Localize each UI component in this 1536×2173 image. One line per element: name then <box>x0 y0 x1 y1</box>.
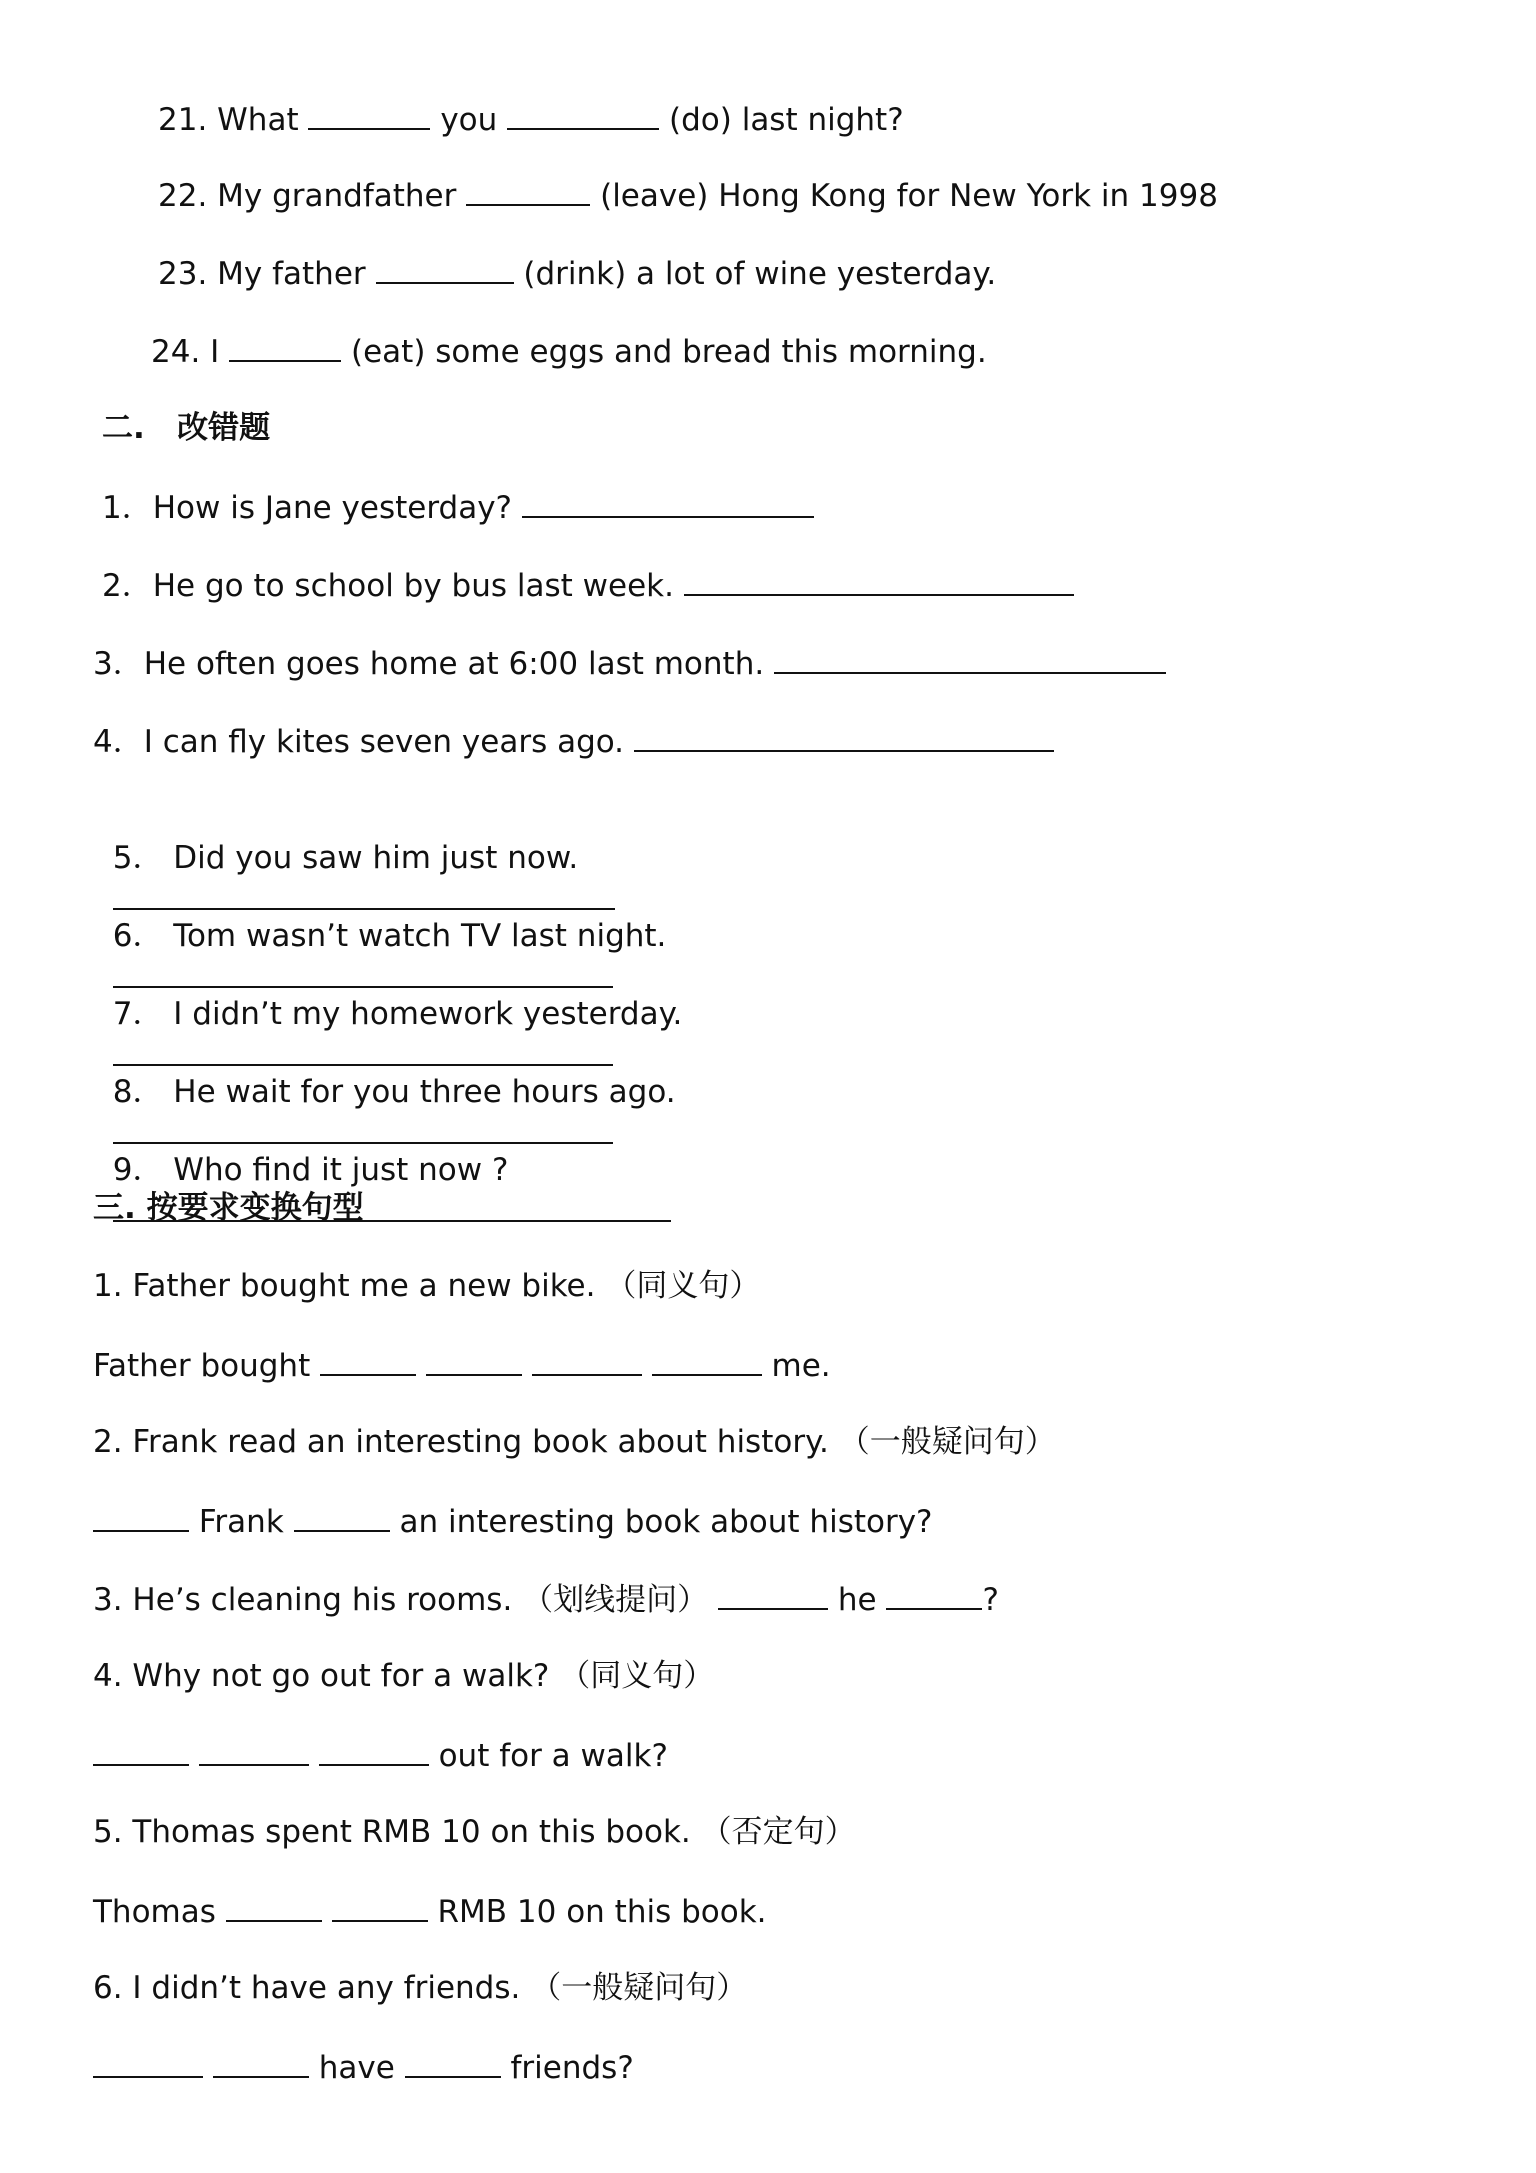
answer-blank[interactable] <box>405 2046 501 2078</box>
answer-blank[interactable] <box>522 486 814 518</box>
q22-start: 22. My grandfather <box>158 178 457 214</box>
error-item-1 <box>102 486 814 528</box>
answer-blank[interactable] <box>426 1344 522 1376</box>
question-23 <box>158 252 996 294</box>
answer-text: Thomas <box>93 1894 216 1930</box>
question-24 <box>151 330 987 372</box>
answer-blank[interactable] <box>466 174 590 206</box>
error-item-text: 3．He often goes home at 6:00 last month. <box>93 646 765 682</box>
answer-blank[interactable] <box>226 1890 322 1922</box>
error-item-text: 9． Who find it just now ? <box>112 1152 509 1188</box>
transform-answer-5 <box>93 1890 767 1932</box>
answer-blank[interactable] <box>886 1578 982 1610</box>
answer-blank[interactable] <box>718 1578 828 1610</box>
answer-text: me. <box>771 1348 831 1384</box>
answer-blank[interactable] <box>652 1344 762 1376</box>
transform-prompt-3: 3. He’s cleaning his rooms. （划线提问） <box>93 1582 709 1618</box>
error-item-text: 2．He go to school by bus last week. <box>102 568 674 604</box>
q23-start: 23. My father <box>158 256 366 292</box>
transform-answer-1 <box>93 1344 831 1386</box>
answer-blank[interactable] <box>319 1734 429 1766</box>
error-item-text: 6． Tom wasn’t watch TV last night. <box>112 918 667 954</box>
transform-prompt-4: 4. Why not go out for a walk? （同义句） <box>93 1658 715 1694</box>
q24-start: 24. I <box>151 334 220 370</box>
q23-end: (drink) a lot of wine yesterday. <box>523 256 997 292</box>
error-item-4 <box>93 720 1054 762</box>
answer-blank[interactable] <box>229 330 341 362</box>
q22-end: (leave) Hong Kong for New York in 1998 <box>600 178 1218 214</box>
answer-blank[interactable] <box>507 98 659 130</box>
answer-text: have <box>318 2050 395 2086</box>
answer-text: an interesting book about history? <box>399 1504 933 1540</box>
transform-prompt-1: 1. Father bought me a new bike. （同义句） <box>93 1268 761 1304</box>
answer-blank[interactable] <box>93 1500 189 1532</box>
q21-start: 21. What <box>158 102 299 138</box>
answer-blank[interactable] <box>376 252 514 284</box>
transform-answer-4 <box>93 1734 668 1776</box>
error-item-text: 1．How is Jane yesterday? <box>102 490 513 526</box>
answer-blank[interactable] <box>199 1734 309 1766</box>
error-item-3 <box>93 642 1166 684</box>
question-21 <box>158 98 904 140</box>
answer-text: he <box>837 1582 877 1618</box>
answer-text: Frank <box>198 1504 284 1540</box>
section-2-title: 二. 改错题 <box>102 410 271 446</box>
answer-blank[interactable] <box>294 1500 390 1532</box>
q21-end: (do) last night? <box>669 102 904 138</box>
answer-blank[interactable] <box>684 564 1074 596</box>
answer-blank[interactable] <box>332 1890 428 1922</box>
error-item-text: 4．I can fly kites seven years ago. <box>93 724 625 760</box>
answer-text: RMB 10 on this book. <box>437 1894 767 1930</box>
answer-blank[interactable] <box>213 2046 309 2078</box>
section-3-title: 三. 按要求变换句型 <box>93 1190 364 1226</box>
answer-blank[interactable] <box>532 1344 642 1376</box>
answer-blank[interactable] <box>634 720 1054 752</box>
transform-answer-6 <box>93 2046 634 2088</box>
answer-blank[interactable] <box>93 1734 189 1766</box>
answer-blank[interactable] <box>774 642 1166 674</box>
answer-blank[interactable] <box>308 98 430 130</box>
error-item-text: 5． Did you saw him just now. <box>112 840 579 876</box>
transform-prompt-5: 5. Thomas spent RMB 10 on this book. （否定句） <box>93 1814 856 1850</box>
error-item-2 <box>102 564 1074 606</box>
error-item-text: 7． I didn’t my homework yesterday. <box>112 996 683 1032</box>
answer-text: ? <box>982 1582 999 1618</box>
answer-blank[interactable] <box>320 1344 416 1376</box>
transform-item-3 <box>93 1578 999 1620</box>
transform-prompt-2: 2. Frank read an interesting book about history. （一般疑问句） <box>93 1424 1056 1460</box>
answer-text: friends? <box>510 2050 634 2086</box>
answer-blank[interactable] <box>93 2046 203 2078</box>
answer-text: out for a walk? <box>438 1738 668 1774</box>
q21-mid: you <box>440 102 498 138</box>
error-item-text: 8． He wait for you three hours ago. <box>112 1074 676 1110</box>
transform-prompt-6: 6. I didn’t have any friends. （一般疑问句） <box>93 1970 748 2006</box>
question-22 <box>158 174 1218 216</box>
answer-text: Father bought <box>93 1348 311 1384</box>
q24-end: (eat) some eggs and bread this morning. <box>351 334 987 370</box>
transform-answer-2 <box>93 1500 933 1542</box>
